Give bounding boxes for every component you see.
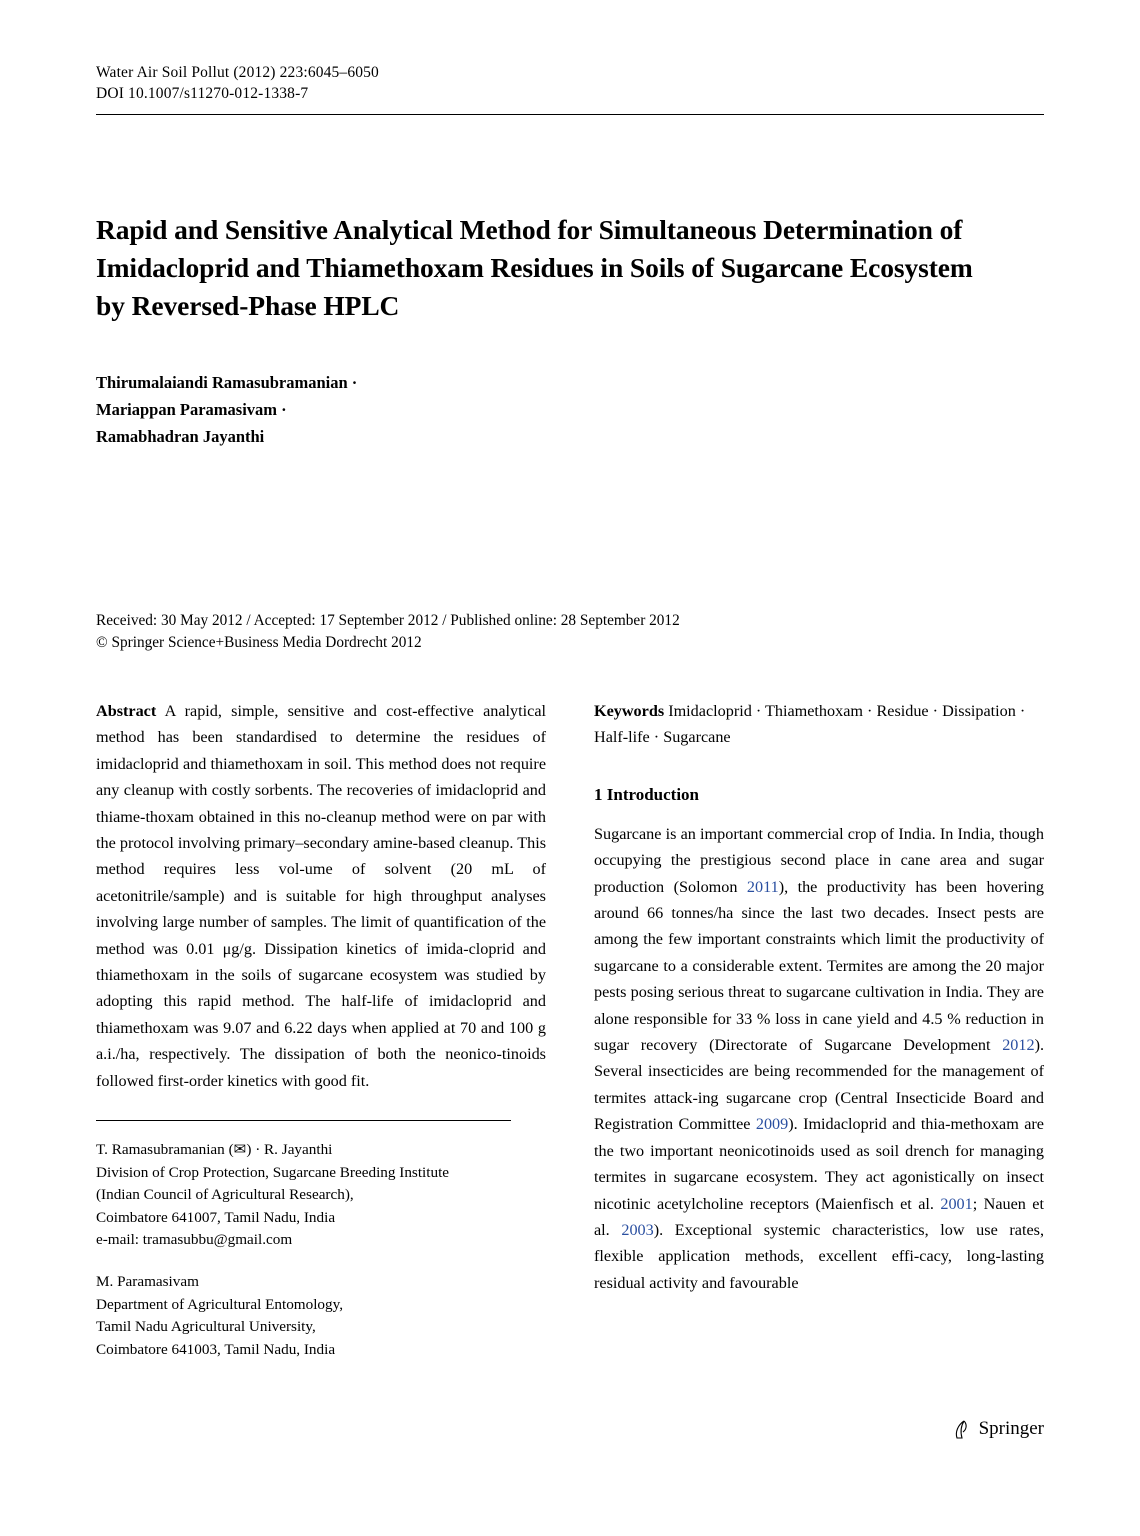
author-list — [96, 369, 1044, 450]
citation-link-cibrc-2009[interactable]: 2009 — [755, 1115, 789, 1134]
springer-label: Springer — [978, 1418, 1044, 1439]
affiliation-2-line-3: Tamil Nadu Agricultural University, — [96, 1318, 316, 1336]
author-line-2: Mariappan Paramasivam · — [96, 400, 287, 419]
author-line-1: Thirumalaiandi Ramasubramanian · — [96, 373, 358, 392]
keywords-block — [594, 698, 1044, 751]
page-title: Rapid and Sensitive Analytical Method for Simultaneous Determination of Imidacloprid and Thiamethoxam Residues in Soils of Sugarcane Ecosystem by Reversed-Phase HPLC — [96, 214, 973, 321]
citation-link-dsd-2012[interactable]: 2012 — [1002, 1036, 1035, 1055]
journal-doi-line: DOI 10.1007/s11270-012-1338-7 — [96, 85, 309, 102]
author-line-3: Ramabhadran Jayanthi — [96, 427, 265, 446]
affiliation-block-1 — [96, 1139, 546, 1361]
journal-header — [96, 62, 1044, 115]
intro-text-5: ; Nauen et al. — [594, 1194, 1044, 1239]
affiliation-2-lines — [96, 1271, 546, 1361]
keywords-text: Imidacloprid · Thiamethoxam · Residue · Dissipation · Half-life · Sugarcane — [594, 702, 1026, 747]
affiliation-divider — [96, 1120, 511, 1121]
citation-link-solomon-2011[interactable]: 2011 — [746, 877, 779, 896]
citation-link-nauen-2003[interactable]: 2003 — [621, 1220, 654, 1239]
intro-text-6: ). Exceptional systemic characteristics, low use rates, flexible application methods, excellent effi-cacy, long-lasting residual activity and favourable — [594, 1220, 1044, 1292]
left-column — [96, 698, 546, 1380]
affiliation-1-line-4: Coimbatore 641007, Tamil Nadu, India — [96, 1208, 336, 1226]
intro-text-4: ). Imidacloprid and thia-methoxam are the two important neonicotinoids used as soil drench for managing termites in sugarcane ecosystem. They act agonistically on insect nicotinic acetylcholine receptors (Maienfisch et al. — [594, 1115, 1044, 1213]
citation-link-maienfisch-2001[interactable]: 2001 — [940, 1194, 973, 1213]
abstract-label: Abstract — [96, 702, 157, 720]
affiliation-2-line-2: Department of Agricultural Entomology, — [96, 1295, 344, 1313]
two-column-body — [96, 698, 1044, 1380]
page-content — [96, 62, 1044, 1380]
section-heading-introduction: 1 Introduction — [594, 784, 700, 804]
affiliation-1-email[interactable]: e-mail: tramasubbu@gmail.com — [96, 1231, 293, 1249]
abstract-text: A rapid, simple, sensitive and cost-effective analytical method has been standardised to determine the residues of imidacloprid and thiamethoxam in soil. This method does not require any cleanup with costly sorbents. The recoveries of imidacloprid and thiame-thoxam obtained in this no-cleanup method were on par with the protocol involving primary–secondary amine-based cleanup. This method requires less vol-ume of solvent (20 mL of acetonitrile/sample) and is suitable for high throughput analyses involving large number of samples. The limit of quantification of the method was 0.01 μg/g. Dissipation kinetics of imida-cloprid and thiamethoxam in the soils of sugarcane ecosystem was studied by adopting this rapid method. The half-life of imidacloprid and thiamethoxam was 9.07 and 6.22 days when applied at 70 and 100 g a.i./ha, respectively. The dissipation of both the neonico-tinoids followed first-order kinetics with good fit. — [96, 702, 546, 1090]
affiliation-1-line-2: Division of Crop Protection, Sugarcane Breeding Institute — [96, 1163, 450, 1181]
intro-text-2: ), the productivity has been hovering around 66 tonnes/ha since the last two decades. Insect pests are among the few important constraints which limit the productivity of sugarcane to a considerable extent. Termites are among the 20 major pests posing serious threat to sugarcane cultivation in India. They are alone responsible for 33 % loss in cane yield and 4.5 % reduction in sugar recovery (Directorate of Sugarcane Development — [594, 877, 1044, 1055]
journal-citation-line: Water Air Soil Pollut (2012) 223:6045–6050 — [96, 64, 379, 81]
springer-logo-icon — [953, 1418, 973, 1440]
springer-footer — [953, 1418, 1044, 1440]
right-column — [594, 698, 1044, 1380]
publication-dates: Received: 30 May 2012 / Accepted: 17 September 2012 / Published online: 28 September 2012 — [96, 612, 680, 629]
intro-text-1: Sugarcane is an important commercial crop of India. In India, though occupying the prestigious second place in cane area and sugar production (Solomon — [594, 824, 1044, 896]
copyright-line: © Springer Science+Business Media Dordrecht 2012 — [96, 634, 422, 651]
affiliation-1-lines — [96, 1139, 546, 1252]
introduction-paragraph — [594, 821, 1044, 1296]
abstract-block — [96, 698, 546, 1094]
affiliation-2-line-1: M. Paramasivam — [96, 1273, 199, 1291]
keywords-label: Keywords — [594, 702, 665, 720]
intro-text-3: ). Several insecticides are being recommended for the management of termites attack-ing sugarcane crop (Central Insecticide Board and Registration Committee — [594, 1036, 1044, 1134]
affiliation-2-line-4: Coimbatore 641003, Tamil Nadu, India — [96, 1340, 336, 1358]
affiliation-1-line-1: T. Ramasubramanian (✉) · R. Jayanthi — [96, 1141, 333, 1159]
affiliation-1-line-3: (Indian Council of Agricultural Research), — [96, 1186, 354, 1204]
header-divider — [96, 114, 1044, 115]
